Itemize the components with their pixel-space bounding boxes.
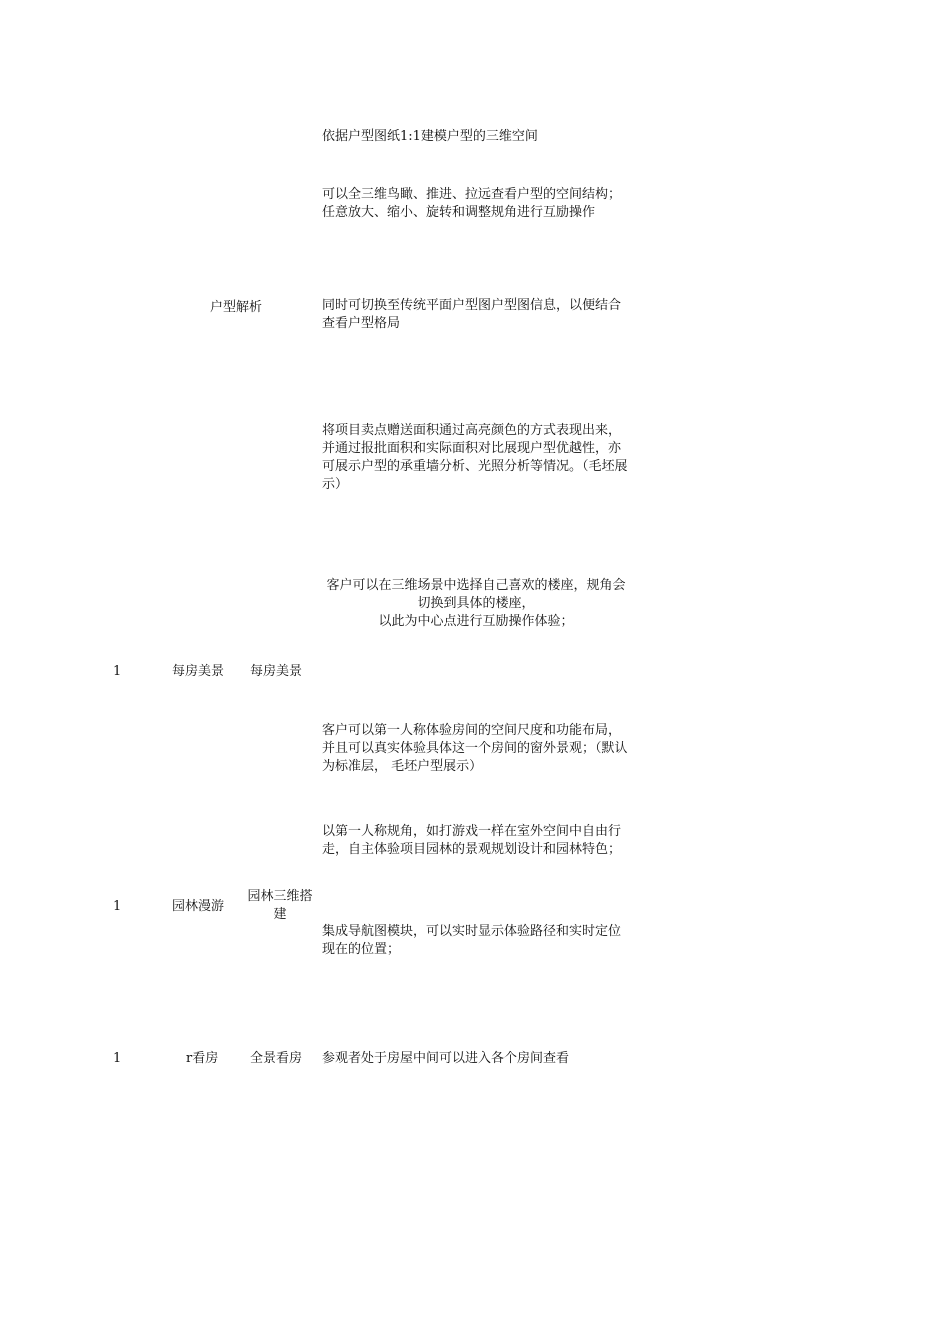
yuanlin-category: 园林漫游 [172,899,225,914]
huxing-category-label: 户型解析 [210,300,263,315]
quanjing-index: 1 [113,1051,122,1066]
quanjing-item: 全景看房 [250,1051,303,1066]
meifang-item: 每房美景 [250,664,303,679]
quanjing-desc: 参观者处于房屋中间可以进入各个房间查看 [322,1051,570,1066]
huxing-desc-3: 同时可切换至传统平面户型图户型图信息，以便结合查看户型格局 [322,298,622,331]
huxing-desc-5: 客户可以在三维场景中选择自己喜欢的楼座，规角会切换到具体的楼座， 以此为中心点进行互励操作体验； [326,578,626,629]
meifang-index: 1 [113,664,122,679]
huxing-desc-4: 将项目卖点赠送面积通过高亮颜色的方式表现出来，并通过报批面积和实际面积对比展现户型优越性，亦可展示户型的承重墙分析、光照分析等情况。（毛坯展示） [322,423,628,492]
yuanlin-item: 园林三维搭建 [247,889,313,922]
yuanlin-desc-1: 以第一人称规角，如打游戏一样在室外空间中自由行走，自主体验项目园林的景观规划设计和园林特色； [322,824,622,857]
meifang-category: 每房美景 [172,664,225,679]
quanjing-category: r看房 [186,1051,219,1066]
yuanlin-index: 1 [113,899,122,914]
huxing-desc-2: 可以全三维鸟瞰、推进、拉远查看户型的空间结构；任意放大、缩小、旋转和调整规角进行互励操作 [322,187,622,220]
meifang-desc: 客户可以第一人称体验房间的空间尺度和功能布局，并且可以真实体验具体这一个房间的窗外景观；（默认为标准层， 毛坯户型展示） [322,723,628,774]
huxing-desc-1: 依据户型图纸1:1建模户型的三维空间 [322,129,538,144]
yuanlin-desc-2: 集成导航图模块，可以实时显示体验路径和实时定位现在的位置； [322,924,622,957]
